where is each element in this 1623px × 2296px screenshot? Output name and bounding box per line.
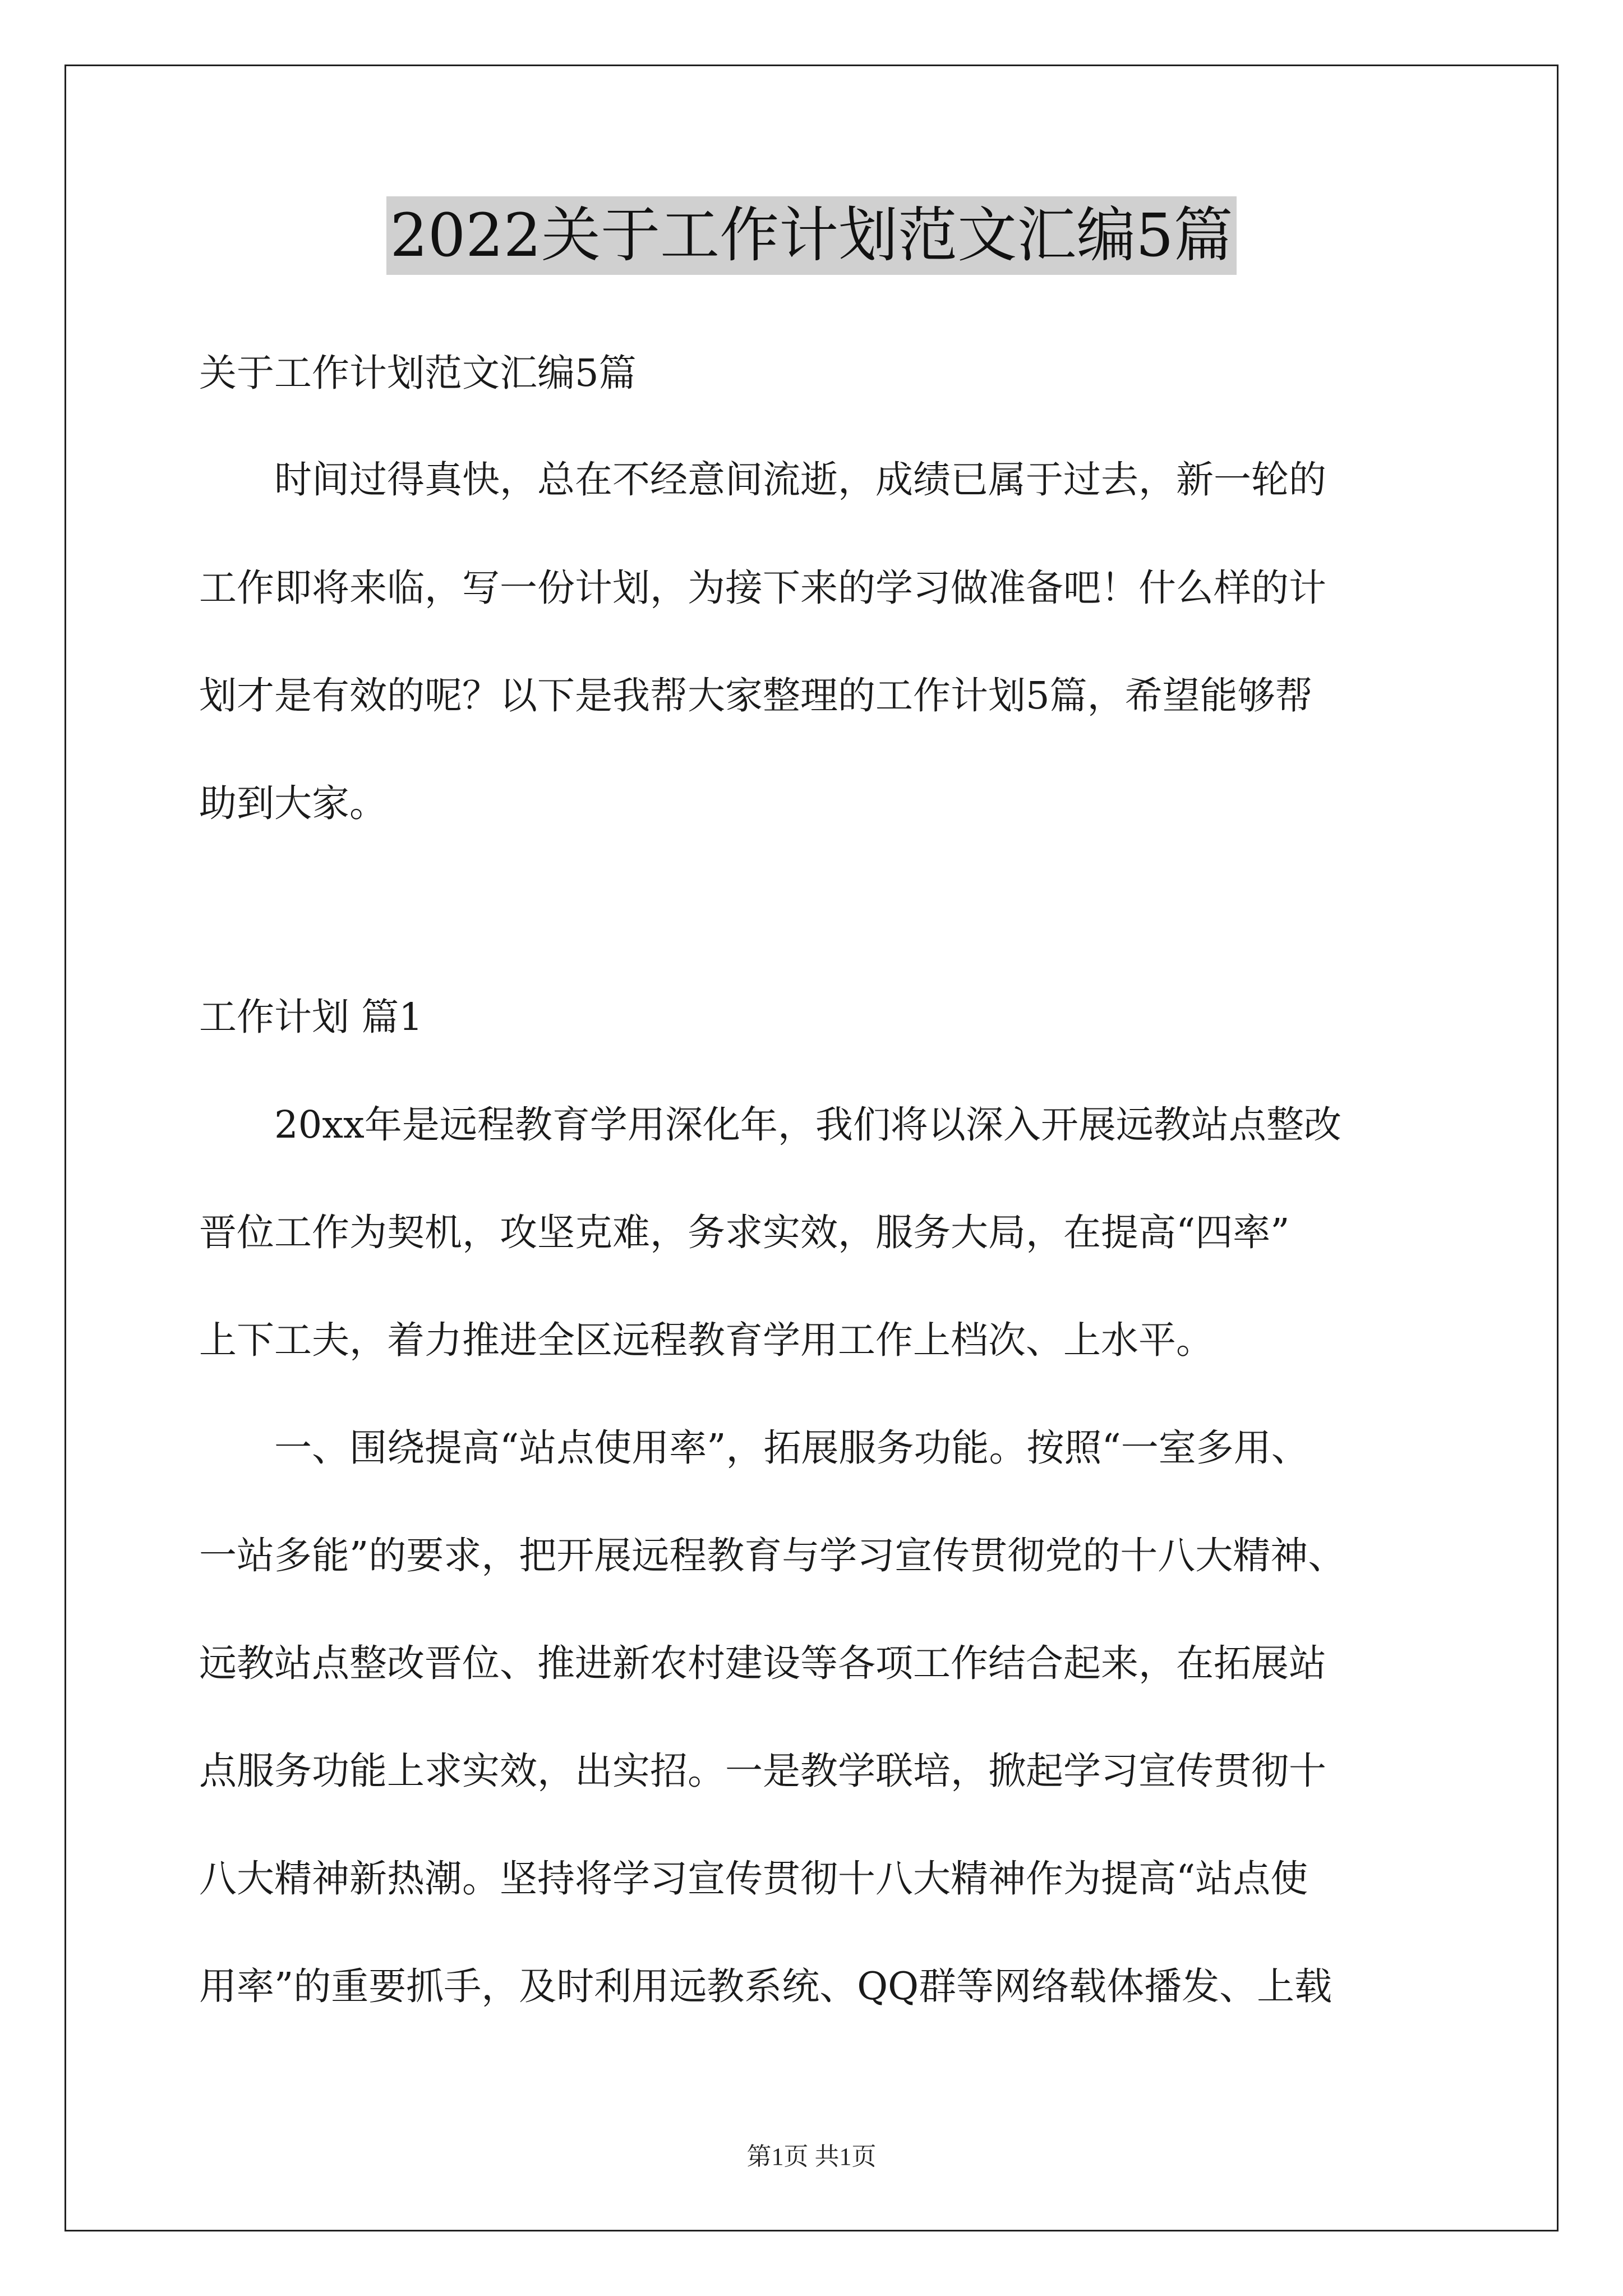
paragraph-line: 远教站点整改晋位、推进新农村建设等各项工作结合起来，在拓展站 [199, 1641, 1326, 1685]
intro-line: 助到大家。 [199, 781, 387, 825]
page-footer: 第1页 共1页 [746, 2143, 877, 2170]
paragraph-line: 用率”的重要抓手，及时利用远教系统、QQ群等网络载体播发、上载 [199, 1964, 1332, 2008]
title-container [0, 196, 1623, 275]
paragraph-line: 晋位工作为契机，攻坚克难，务求实效，服务大局，在提高“四率” [199, 1211, 1290, 1254]
intro-line: 时间过得真快，总在不经意间流逝，成绩已属于过去，新一轮的 [274, 458, 1326, 501]
section-heading: 工作计划 篇1 [199, 995, 423, 1039]
subtitle-line: 关于工作计划范文汇编5篇 [199, 351, 637, 395]
paragraph-line: 上下工夫，着力推进全区远程教育学用工作上档次、上水平。 [199, 1318, 1214, 1362]
paragraph-line: 一站多能”的要求，把开展远程教育与学习宣传贯彻党的十八大精神、 [199, 1534, 1346, 1577]
paragraph-line: 八大精神新热潮。坚持将学习宣传贯彻十八大精神作为提高“站点使 [199, 1857, 1308, 1901]
document-title: 2022关于工作计划范文汇编5篇 [386, 196, 1236, 275]
intro-line: 工作即将来临，写一份计划，为接下来的学习做准备吧！什么样的计 [199, 566, 1326, 610]
intro-line: 划才是有效的呢？以下是我帮大家整理的工作计划5篇，希望能够帮 [199, 674, 1313, 717]
paragraph-line: 一、围绕提高“站点使用率”，拓展服务功能。按照“一室多用、 [274, 1426, 1309, 1470]
paragraph-line: 20xx年是远程教育学用深化年，我们将以深入开展远教站点整改 [274, 1103, 1341, 1147]
paragraph-line: 点服务功能上求实效，出实招。一是教学联培，掀起学习宣传贯彻十 [199, 1749, 1326, 1793]
